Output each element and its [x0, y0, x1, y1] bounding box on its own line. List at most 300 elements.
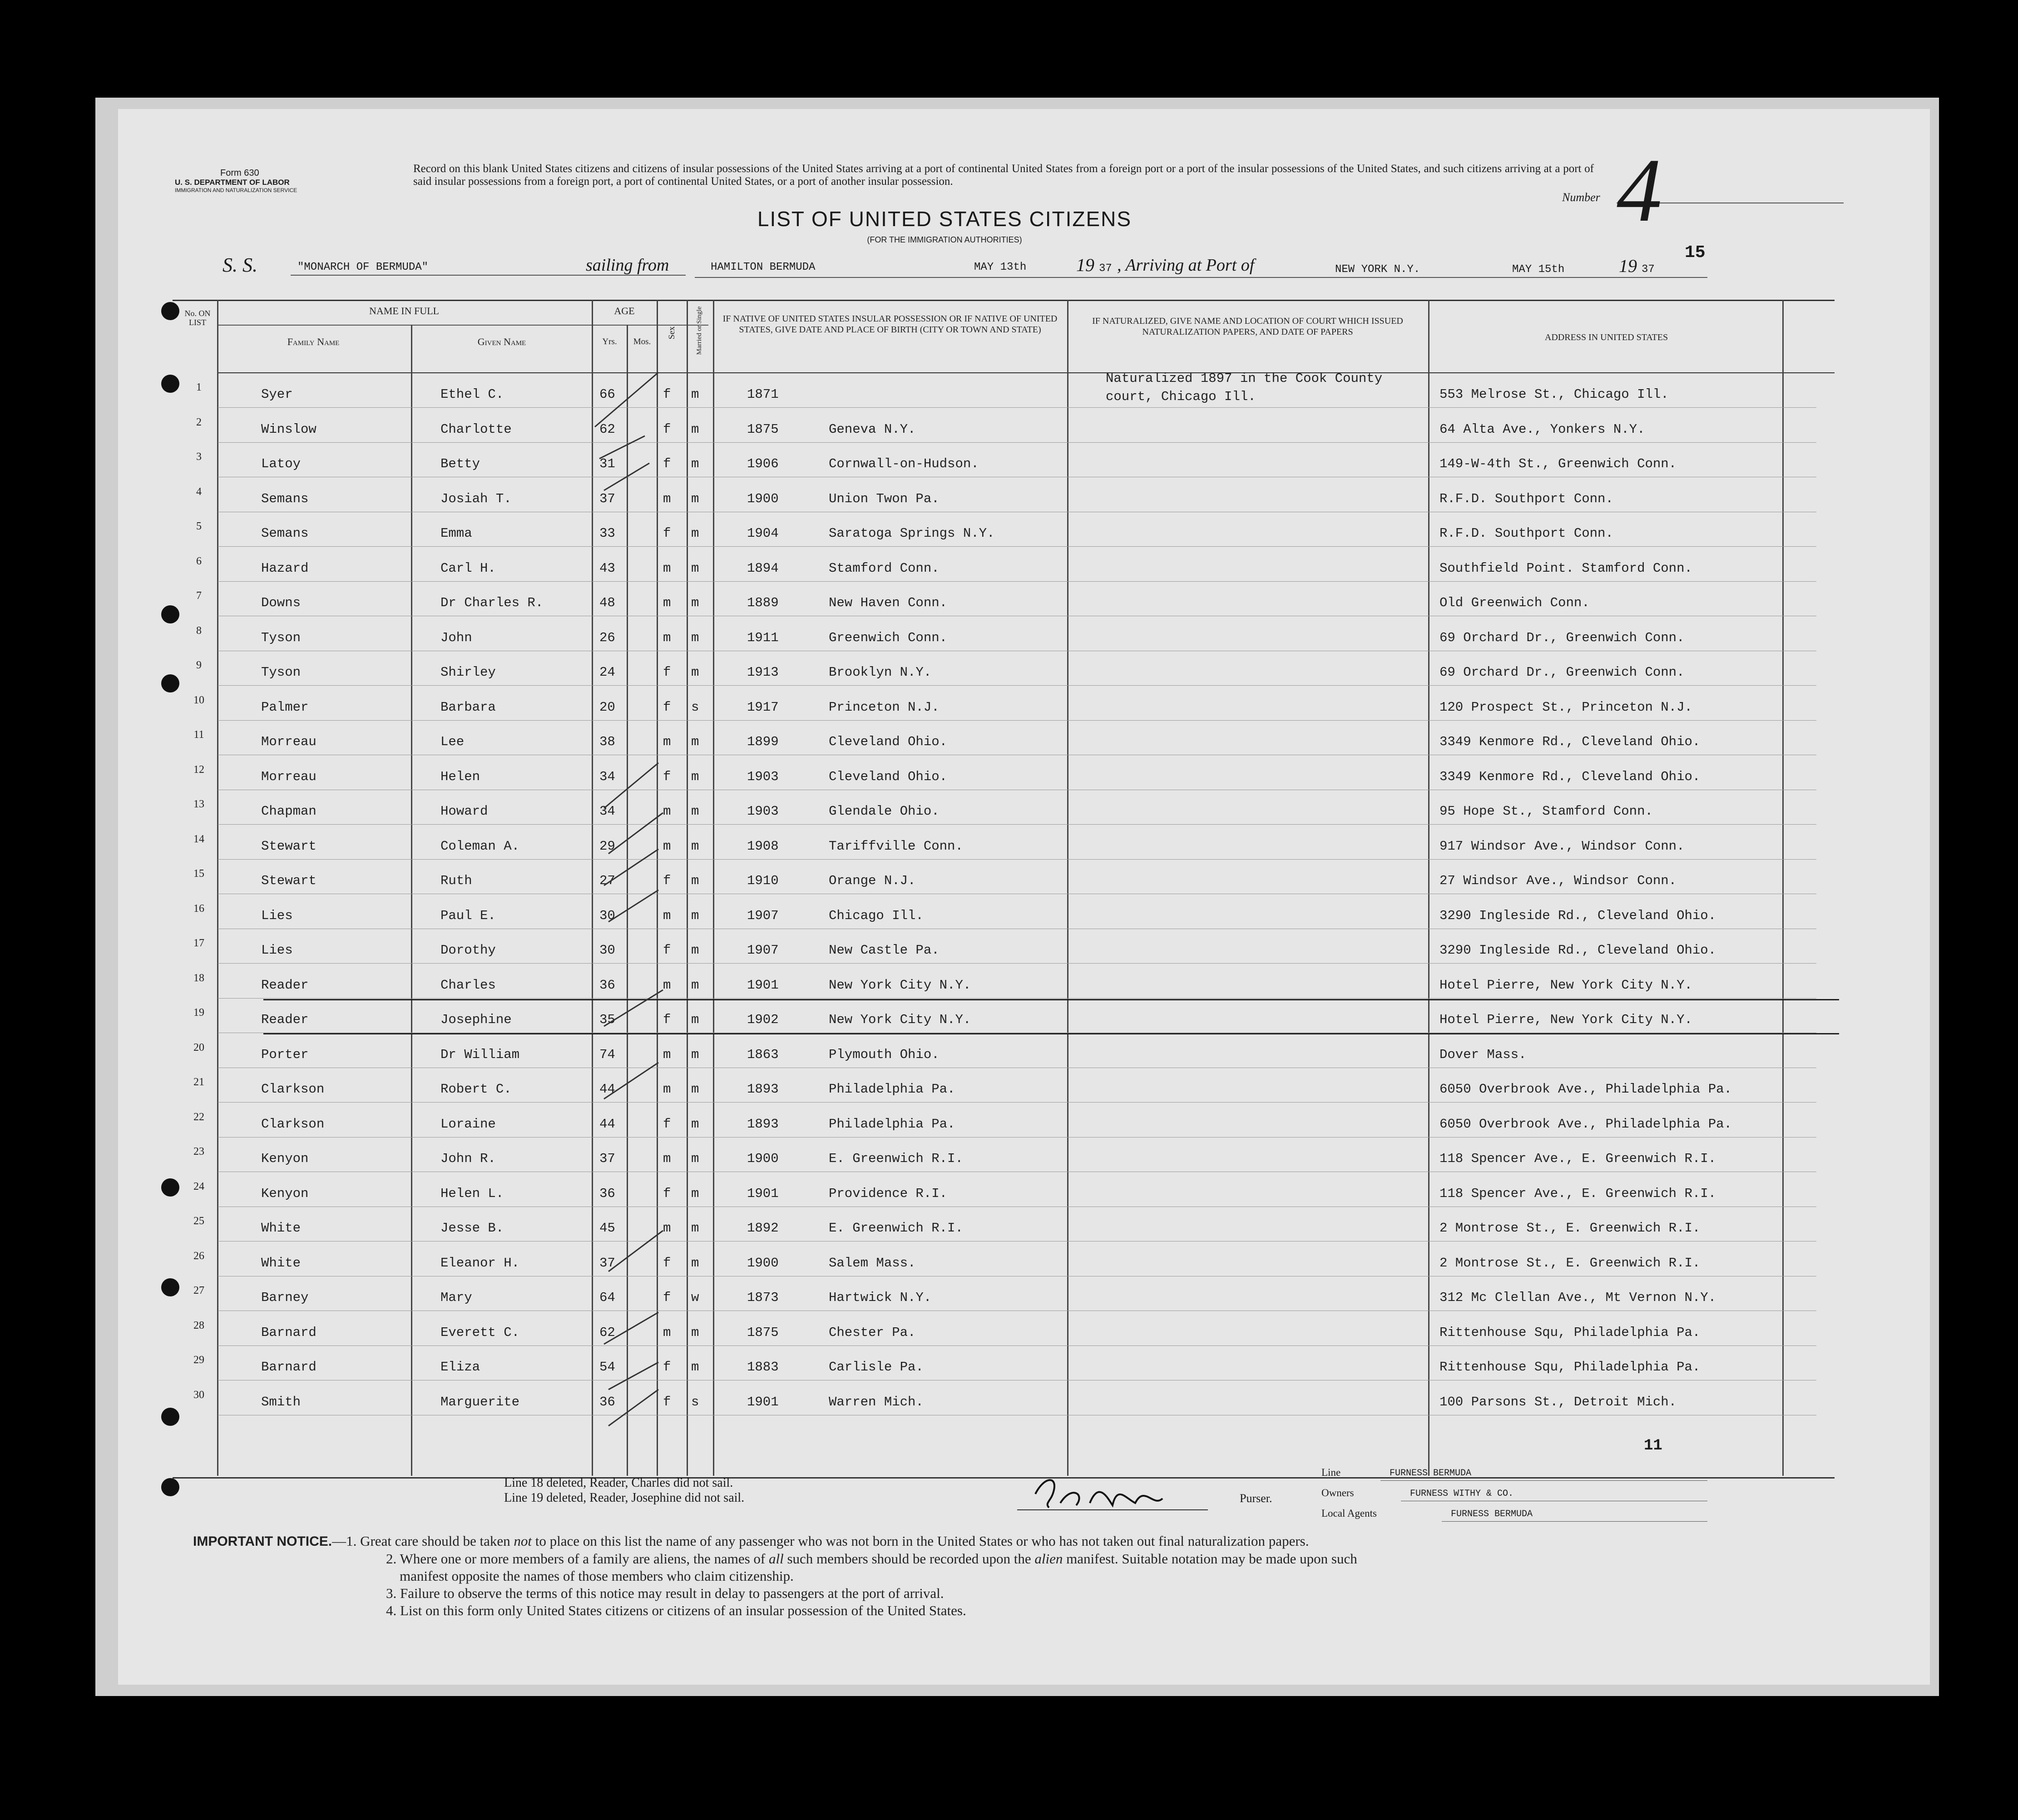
- age-cell: 66: [599, 387, 615, 402]
- given-name-cell: Charles: [440, 977, 496, 993]
- column-line: [1782, 300, 1784, 1476]
- address-cell: 27 Windsor Ave., Windsor Conn.: [1439, 873, 1677, 888]
- age-cell: 37: [599, 1255, 615, 1271]
- birth-place-cell: Orange N.J.: [829, 873, 916, 888]
- birth-year-cell: 1913: [747, 665, 779, 680]
- family-name-cell: Reader: [261, 977, 309, 993]
- given-name-cell: Dr Charles R.: [440, 595, 544, 610]
- age-cell: 30: [599, 908, 615, 923]
- family-name-cell: Porter: [261, 1047, 309, 1062]
- row-divider: [218, 859, 1816, 860]
- line-value: FURNESS BERMUDA: [1390, 1468, 1472, 1479]
- departure-date: MAY 13th: [974, 261, 1027, 273]
- column-line: [1428, 300, 1429, 1476]
- row-number: 17: [193, 937, 204, 949]
- sex-cell: m: [663, 1082, 671, 1097]
- address-cell: 118 Spencer Ave., E. Greenwich R.I.: [1439, 1186, 1716, 1201]
- notice-2a: 2. Where one or more members of a family are aliens, the names of: [386, 1551, 769, 1567]
- age-cell: 38: [599, 734, 615, 749]
- row-divider: [218, 546, 1816, 547]
- age-cell: 20: [599, 699, 615, 715]
- family-name-cell: Morreau: [261, 769, 317, 784]
- row-number: 12: [193, 763, 204, 776]
- marital-status-cell: m: [691, 943, 699, 958]
- marital-status-cell: m: [691, 1116, 699, 1132]
- departure-year-prefix: 19: [1076, 255, 1094, 275]
- age-cell: 27: [599, 873, 615, 888]
- row-number: 19: [193, 1007, 204, 1019]
- address-cell: 553 Melrose St., Chicago Ill.: [1439, 387, 1669, 402]
- row-number: 27: [193, 1285, 204, 1296]
- voyage-underline: [695, 277, 1707, 278]
- marital-status-cell: m: [691, 1047, 699, 1062]
- header-married-single: Married or Single: [696, 306, 703, 355]
- marital-status-cell: m: [691, 421, 699, 437]
- sex-cell: f: [663, 387, 671, 402]
- address-cell: Southfield Point. Stamford Conn.: [1439, 560, 1692, 576]
- birth-year-cell: 1889: [747, 595, 779, 610]
- birth-place-cell: Providence R.I.: [829, 1186, 948, 1201]
- birth-year-cell: 1900: [747, 491, 779, 506]
- arrival-year-suffix: 37: [1642, 263, 1655, 276]
- family-name-cell: Clarkson: [261, 1082, 325, 1097]
- age-cell: 36: [599, 977, 615, 993]
- row-number: 13: [193, 798, 204, 810]
- family-name-cell: Clarkson: [261, 1116, 325, 1132]
- owners-label: Owners: [1321, 1487, 1354, 1499]
- family-name-cell: Barnard: [261, 1325, 317, 1340]
- given-name-cell: Jesse B.: [440, 1221, 504, 1236]
- arriving-label: , Arriving at Port of: [1117, 256, 1255, 275]
- address-cell: 6050 Overbrook Ave., Philadelphia Pa.: [1439, 1082, 1732, 1097]
- punch-hole: [161, 1478, 179, 1496]
- family-name-cell: Downs: [261, 595, 301, 610]
- row-number: 2: [196, 416, 202, 428]
- given-name-cell: Carl H.: [440, 560, 496, 576]
- marital-status-cell: m: [691, 908, 699, 923]
- given-name-cell: Betty: [440, 456, 480, 471]
- row-divider: [218, 685, 1816, 686]
- family-name-cell: White: [261, 1255, 301, 1271]
- birth-place-cell: Plymouth Ohio.: [829, 1047, 940, 1062]
- line-underline: [1380, 1480, 1707, 1481]
- address-cell: 3349 Kenmore Rd., Cleveland Ohio.: [1439, 734, 1701, 749]
- birth-year-cell: 1875: [747, 421, 779, 437]
- birth-place-cell: Union Twon Pa.: [829, 491, 940, 506]
- family-name-cell: Semans: [261, 526, 309, 541]
- age-cell: 31: [599, 456, 615, 471]
- birth-place-cell: Cornwall-on-Hudson.: [829, 456, 979, 471]
- deletion-strike-line-19: [263, 1033, 1839, 1034]
- given-name-cell: Robert C.: [440, 1082, 512, 1097]
- age-cell: 24: [599, 665, 615, 680]
- header-yrs: Yrs.: [602, 337, 617, 346]
- birth-year-cell: 1907: [747, 908, 779, 923]
- sex-cell: m: [663, 595, 671, 610]
- header-family-name: Family Name: [287, 336, 340, 347]
- row-divider: [218, 1345, 1816, 1346]
- address-cell: Hotel Pierre, New York City N.Y.: [1439, 1012, 1692, 1027]
- header-given-name: Given Name: [477, 336, 526, 347]
- sex-cell: f: [663, 1012, 671, 1027]
- marital-status-cell: s: [691, 699, 699, 715]
- family-name-cell: Latoy: [261, 456, 301, 471]
- row-number: 18: [193, 972, 204, 984]
- birth-place-cell: Chester Pa.: [829, 1325, 916, 1340]
- given-name-cell: Charlotte: [440, 421, 512, 437]
- given-name-cell: Eleanor H.: [440, 1255, 520, 1271]
- address-cell: Old Greenwich Conn.: [1439, 595, 1590, 610]
- birth-place-cell: Glendale Ohio.: [829, 804, 940, 819]
- birth-year-cell: 1903: [747, 804, 779, 819]
- sex-cell: m: [663, 908, 671, 923]
- marital-status-cell: m: [691, 456, 699, 471]
- age-cell: 44: [599, 1116, 615, 1132]
- family-name-cell: Semans: [261, 491, 309, 506]
- sex-cell: f: [663, 1290, 671, 1305]
- sex-cell: f: [663, 1186, 671, 1201]
- address-cell: R.F.D. Southport Conn.: [1439, 491, 1613, 506]
- given-name-cell: Josephine: [440, 1012, 512, 1027]
- page-number: 15: [1685, 243, 1706, 262]
- birth-place-cell: Tariffville Conn.: [829, 838, 963, 854]
- row-divider: [218, 1137, 1816, 1138]
- family-name-cell: Lies: [261, 908, 293, 923]
- notice-2d: manifest opposite the names of those members who claim citizenship.: [400, 1568, 794, 1584]
- marital-status-cell: m: [691, 630, 699, 645]
- row-divider: [218, 824, 1816, 825]
- birth-place-cell: Princeton N.J.: [829, 699, 940, 715]
- given-name-cell: Dr William: [440, 1047, 520, 1062]
- sex-cell: f: [663, 1116, 671, 1132]
- birth-year-cell: 1910: [747, 873, 779, 888]
- sex-cell: m: [663, 1325, 671, 1340]
- family-name-cell: Palmer: [261, 699, 309, 715]
- notice-2b: such members should be recorded upon the: [783, 1551, 1035, 1567]
- age-cell: 30: [599, 943, 615, 958]
- row-divider: [218, 581, 1816, 582]
- row-number: 25: [193, 1215, 204, 1227]
- marital-status-cell: m: [691, 1360, 699, 1375]
- birth-place-cell: Carlisle Pa.: [829, 1360, 924, 1375]
- department-line: U. S. DEPARTMENT OF LABOR: [175, 178, 290, 187]
- given-name-cell: Loraine: [440, 1116, 496, 1132]
- marital-status-cell: m: [691, 1186, 699, 1201]
- sex-cell: f: [663, 943, 671, 958]
- row-number: 4: [196, 485, 202, 498]
- age-cell: 64: [599, 1290, 615, 1305]
- address-cell: 64 Alta Ave., Yonkers N.Y.: [1439, 421, 1645, 437]
- column-line: [713, 300, 714, 1476]
- birth-year-cell: 1907: [747, 943, 779, 958]
- ship-name: "MONARCH OF BERMUDA": [297, 261, 429, 273]
- row-divider: [218, 720, 1816, 721]
- agents-value: FURNESS BERMUDA: [1451, 1509, 1533, 1519]
- birth-year-cell: 1873: [747, 1290, 779, 1305]
- check-marks: [590, 345, 708, 1453]
- marital-status-cell: m: [691, 804, 699, 819]
- row-number: 9: [196, 659, 202, 671]
- family-name-cell: Kenyon: [261, 1186, 309, 1201]
- address-cell: Hotel Pierre, New York City N.Y.: [1439, 977, 1692, 993]
- sex-cell: f: [663, 769, 671, 784]
- birth-year-cell: 1883: [747, 1360, 779, 1375]
- naturalization-cell: Naturalized 1897 in the Cook County: [1106, 371, 1383, 386]
- given-name-cell: Shirley: [440, 665, 496, 680]
- family-name-cell: Stewart: [261, 838, 317, 854]
- address-cell: 69 Orchard Dr., Greenwich Conn.: [1439, 630, 1685, 645]
- family-name-cell: Winslow: [261, 421, 317, 437]
- departure-year-suffix: 37: [1099, 262, 1112, 275]
- row-number: 6: [196, 555, 202, 567]
- birth-place-cell: E. Greenwich R.I.: [829, 1221, 963, 1236]
- header-sex: Sex: [667, 326, 677, 340]
- given-name-cell: Dorothy: [440, 943, 496, 958]
- sex-cell: f: [663, 873, 671, 888]
- header-mos: Mos.: [633, 337, 651, 346]
- birth-year-cell: 1871: [747, 387, 779, 402]
- marital-status-cell: m: [691, 1325, 699, 1340]
- birth-place-cell: Hartwick N.Y.: [829, 1290, 932, 1305]
- sex-cell: m: [663, 630, 671, 645]
- sex-cell: f: [663, 421, 671, 437]
- form-title: LIST OF UNITED STATES CITIZENS: [757, 207, 1132, 231]
- birth-place-cell: Geneva N.Y.: [829, 421, 916, 437]
- arrival-port: NEW YORK N.Y.: [1335, 263, 1420, 276]
- row-number: 14: [193, 833, 204, 845]
- given-name-cell: Howard: [440, 804, 488, 819]
- marital-status-cell: m: [691, 526, 699, 541]
- birth-year-cell: 1903: [747, 769, 779, 784]
- header-naturalized: IF NATURALIZED, GIVE NAME AND LOCATION OF COURT WHICH ISSUED NATURALIZATION PAPERS, AND DATE OF PAPERS: [1092, 316, 1403, 337]
- given-name-cell: Mary: [440, 1290, 472, 1305]
- address-cell: 120 Prospect St., Princeton N.J.: [1439, 699, 1692, 715]
- birth-year-cell: 1901: [747, 1394, 779, 1410]
- age-cell: 62: [599, 421, 615, 437]
- marital-status-cell: m: [691, 838, 699, 854]
- notice-3: 3. Failure to observe the terms of this notice may result in delay to passengers at the port of arrival.: [386, 1585, 944, 1601]
- marital-status-cell: m: [691, 1012, 699, 1027]
- birth-year-cell: 1911: [747, 630, 779, 645]
- age-cell: 36: [599, 1394, 615, 1410]
- given-name-cell: John R.: [440, 1151, 496, 1166]
- birth-year-cell: 1899: [747, 734, 779, 749]
- notice-title: IMPORTANT NOTICE.: [193, 1534, 332, 1549]
- important-notice: [193, 1533, 1850, 1619]
- agents-underline: [1442, 1521, 1707, 1522]
- marital-status-cell: s: [691, 1394, 699, 1410]
- row-number: 1: [196, 381, 202, 393]
- manifest-page: [118, 109, 1930, 1685]
- birth-year-cell: 1917: [747, 699, 779, 715]
- marital-status-cell: m: [691, 595, 699, 610]
- notice-4: 4. List on this form only United States citizens or citizens of an insular possession of the United States.: [386, 1602, 966, 1618]
- address-cell: 100 Parsons St., Detroit Mich.: [1439, 1394, 1677, 1410]
- given-name-cell: Josiah T.: [440, 491, 512, 506]
- sex-cell: m: [663, 1221, 671, 1236]
- birth-year-cell: 1900: [747, 1151, 779, 1166]
- birth-year-cell: 1894: [747, 560, 779, 576]
- marital-status-cell: m: [691, 873, 699, 888]
- birth-place-cell: Philadelphia Pa.: [829, 1082, 955, 1097]
- family-name-cell: Reader: [261, 1012, 309, 1027]
- deletion-note-19: Line 19 deleted, Reader, Josephine did not sail.: [504, 1491, 745, 1505]
- given-name-cell: John: [440, 630, 472, 645]
- given-name-cell: Coleman A.: [440, 838, 520, 854]
- row-number: 15: [193, 868, 204, 880]
- column-line: [217, 300, 218, 1476]
- family-name-cell: Kenyon: [261, 1151, 309, 1166]
- sex-cell: f: [663, 1394, 671, 1410]
- sheet-count: 11: [1644, 1437, 1662, 1454]
- column-line: [411, 325, 412, 1476]
- birth-year-cell: 1901: [747, 1186, 779, 1201]
- family-name-cell: Hazard: [261, 560, 309, 576]
- age-cell: 37: [599, 491, 615, 506]
- birth-place-cell: E. Greenwich R.I.: [829, 1151, 963, 1166]
- family-name-cell: White: [261, 1221, 301, 1236]
- birth-place-cell: Philadelphia Pa.: [829, 1116, 955, 1132]
- family-name-cell: Stewart: [261, 873, 317, 888]
- row-number: 29: [193, 1354, 204, 1366]
- sex-cell: f: [663, 1255, 671, 1271]
- address-cell: 2 Montrose St., E. Greenwich R.I.: [1439, 1221, 1701, 1236]
- given-name-cell: Marguerite: [440, 1394, 520, 1410]
- ss-label: S. S.: [223, 254, 257, 276]
- row-number: 24: [193, 1180, 204, 1192]
- given-name-cell: Lee: [440, 734, 465, 749]
- address-cell: 3290 Ingleside Rd., Cleveland Ohio.: [1439, 908, 1716, 923]
- birth-place-cell: Cleveland Ohio.: [829, 769, 948, 784]
- row-divider: [218, 963, 1816, 964]
- arrival-date: MAY 15th: [1512, 263, 1565, 276]
- notice-1a: —1. Great care should be taken: [332, 1533, 514, 1549]
- notice-2c: manifest. Suitable notation may be made upon such: [1063, 1551, 1357, 1567]
- age-cell: 54: [599, 1360, 615, 1375]
- family-name-cell: Smith: [261, 1394, 301, 1410]
- row-number: 26: [193, 1250, 204, 1262]
- address-cell: 917 Windsor Ave., Windsor Conn.: [1439, 838, 1685, 854]
- purser-label: Purser.: [1240, 1492, 1272, 1505]
- age-cell: 44: [599, 1082, 615, 1097]
- family-name-cell: Morreau: [261, 734, 317, 749]
- sex-cell: m: [663, 804, 671, 819]
- sex-cell: f: [663, 699, 671, 715]
- birth-place-cell: Brooklyn N.Y.: [829, 665, 932, 680]
- marital-status-cell: m: [691, 769, 699, 784]
- age-cell: 34: [599, 804, 615, 819]
- sex-cell: m: [663, 977, 671, 993]
- birth-year-cell: 1893: [747, 1082, 779, 1097]
- family-name-cell: Barney: [261, 1290, 309, 1305]
- number-label: Number: [1562, 191, 1600, 204]
- family-name-cell: Chapman: [261, 804, 317, 819]
- sex-cell: m: [663, 560, 671, 576]
- address-cell: 149-W-4th St., Greenwich Conn.: [1439, 456, 1677, 471]
- notice-2-all: all: [769, 1551, 784, 1567]
- birth-year-cell: 1902: [747, 1012, 779, 1027]
- row-number: 20: [193, 1041, 204, 1053]
- form-number: Form 630: [220, 168, 259, 178]
- row-number: 7: [196, 590, 202, 602]
- sex-cell: f: [663, 456, 671, 471]
- age-cell: 34: [599, 769, 615, 784]
- sex-cell: f: [663, 526, 671, 541]
- age-cell: 74: [599, 1047, 615, 1062]
- owners-value: FURNESS WITHY & CO.: [1410, 1489, 1514, 1499]
- deletion-strike-line-18: [263, 999, 1839, 1000]
- row-number: 21: [193, 1076, 204, 1088]
- row-divider: [218, 407, 1816, 408]
- row-number: 16: [193, 902, 204, 915]
- notice-1b: to place on this list the name of any passenger who was not born in the United States or who has not taken out final naturalization papers.: [531, 1533, 1309, 1549]
- row-number: 8: [196, 624, 202, 637]
- marital-status-cell: m: [691, 977, 699, 993]
- age-cell: 48: [599, 595, 615, 610]
- row-number: 10: [193, 694, 204, 706]
- birth-place-cell: Cleveland Ohio.: [829, 734, 948, 749]
- deletion-note-18: Line 18 deleted, Reader, Charles did not sail.: [504, 1476, 733, 1490]
- sex-cell: m: [663, 1151, 671, 1166]
- address-cell: 3290 Ingleside Rd., Cleveland Ohio.: [1439, 943, 1716, 958]
- sex-cell: m: [663, 838, 671, 854]
- header-divider: [218, 372, 1835, 373]
- birth-year-cell: 1893: [747, 1116, 779, 1132]
- row-divider: [218, 442, 1816, 443]
- column-line: [1067, 300, 1068, 1476]
- birth-place-cell: New York City N.Y.: [829, 977, 971, 993]
- marital-status-cell: m: [691, 491, 699, 506]
- given-name-cell: Everett C.: [440, 1325, 520, 1340]
- age-cell: 26: [599, 630, 615, 645]
- birth-place-cell: Warren Mich.: [829, 1394, 924, 1410]
- header-name-in-full: NAME IN FULL: [369, 305, 439, 317]
- birth-year-cell: 1908: [747, 838, 779, 854]
- sex-cell: m: [663, 734, 671, 749]
- purser-signature: [1017, 1467, 1208, 1521]
- birth-place-cell: New York City N.Y.: [829, 1012, 971, 1027]
- birth-year-cell: 1904: [747, 526, 779, 541]
- family-name-cell: Tyson: [261, 665, 301, 680]
- birth-year-cell: 1875: [747, 1325, 779, 1340]
- line-label: Line: [1321, 1467, 1341, 1478]
- family-name-cell: Lies: [261, 943, 293, 958]
- header-no: No. ON LIST: [184, 309, 211, 327]
- marital-status-cell: m: [691, 560, 699, 576]
- marital-status-cell: m: [691, 665, 699, 680]
- age-cell: 29: [599, 838, 615, 854]
- header-birth: IF NATIVE OF UNITED STATES INSULAR POSSESSION OR IF NATIVE OF UNITED STATES, GIVE DATE AND PLACE OF BIRTH (CITY OR TOWN AND STATE): [722, 314, 1058, 335]
- birth-year-cell: 1906: [747, 456, 779, 471]
- notice-1-not: not: [514, 1533, 532, 1549]
- address-cell: 2 Montrose St., E. Greenwich R.I.: [1439, 1255, 1701, 1271]
- row-number: 28: [193, 1319, 204, 1331]
- birth-place-cell: New Haven Conn.: [829, 595, 948, 610]
- birth-place-cell: Greenwich Conn.: [829, 630, 948, 645]
- marital-status-cell: m: [691, 1082, 699, 1097]
- address-cell: 95 Hope St., Stamford Conn.: [1439, 804, 1653, 819]
- row-number: 5: [196, 520, 202, 532]
- family-name-cell: Barnard: [261, 1360, 317, 1375]
- given-name-cell: Barbara: [440, 699, 496, 715]
- age-cell: 62: [599, 1325, 615, 1340]
- name-header-divider: [218, 325, 708, 326]
- row-divider: [218, 1102, 1816, 1103]
- notice-2-alien: alien: [1034, 1551, 1063, 1567]
- row-number: 30: [193, 1389, 204, 1401]
- marital-status-cell: w: [691, 1290, 699, 1305]
- sex-cell: m: [663, 491, 671, 506]
